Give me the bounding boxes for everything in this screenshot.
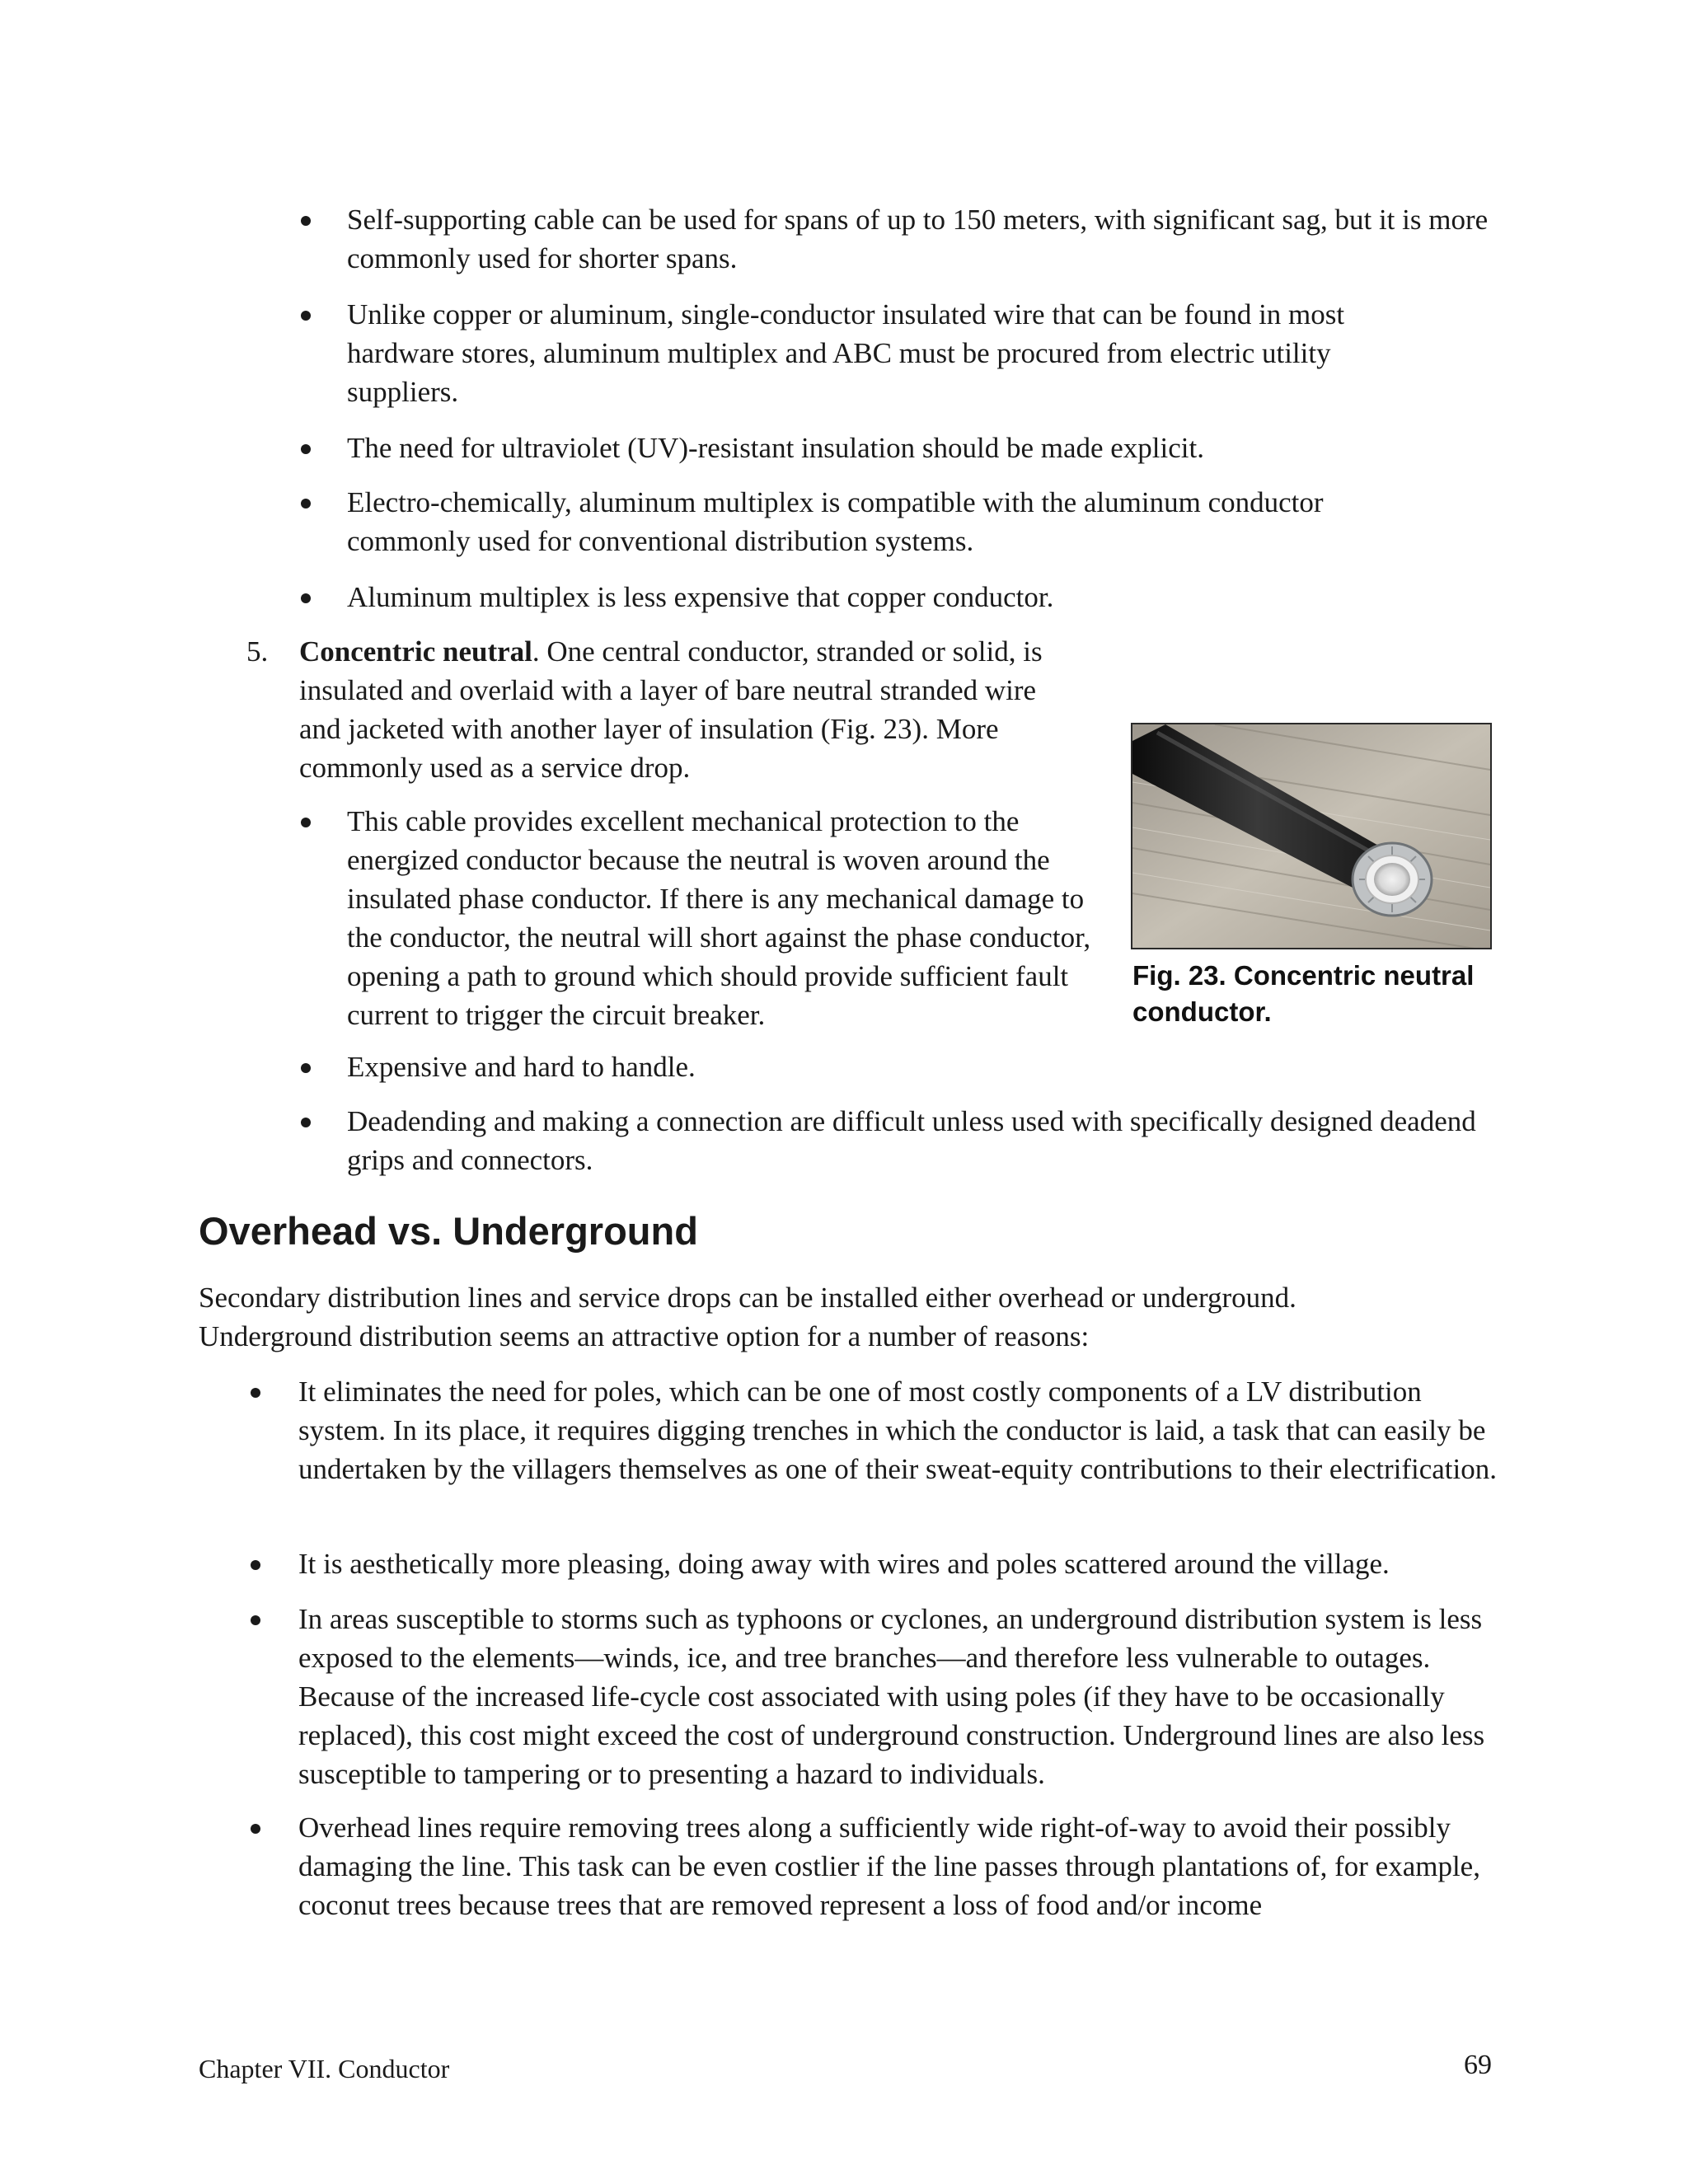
bullet-icon <box>301 216 311 226</box>
section-bullet-1: It eliminates the need for poles, which can be one of most costly components of a LV distribution system. In its place, it requires digging trenches in which the conductor is laid, a task that can easily be undertaken by the villagers themselves as one of their sweat-equity contributions to their electrification. <box>298 1376 1497 1485</box>
item5-first-line <box>299 632 1494 671</box>
item5-paragraph <box>299 632 1074 787</box>
bullet-icon <box>301 499 311 509</box>
section-heading: Overhead vs. Underground <box>199 1209 698 1253</box>
intro-bullet-3: The need for ultraviolet (UV)-resistant insulation should be made explicit. <box>347 432 1204 464</box>
section-bullet-2: It is aesthetically more pleasing, doing away with wires and poles scattered around the village. <box>298 1548 1390 1580</box>
bullet-icon <box>301 1063 311 1073</box>
bullet-icon <box>251 1388 260 1398</box>
intro-bullet-4: Electro-chemically, aluminum multiplex is compatible with the aluminum conductor commonly used for conventional distribution systems. <box>347 486 1324 557</box>
item5-bullet-2: Expensive and hard to handle. <box>347 1051 696 1083</box>
item-number: 5. <box>246 635 269 668</box>
bullet-icon <box>251 1824 260 1834</box>
item5-bullet-3: Deadending and making a connection are difficult unless used with specifically designed deadend grips and connectors. <box>347 1105 1476 1176</box>
section-intro: Secondary distribution lines and service drops can be installed either overhead or underground. Underground distribution seems an attractive option for a number of reasons: <box>199 1282 1296 1352</box>
cable-photo-illustration <box>1132 724 1490 948</box>
bullet-icon <box>301 593 311 603</box>
figure-caption: Fig. 23. Concentric neutral conductor. <box>1132 960 1475 1027</box>
bullet-icon <box>301 1118 311 1127</box>
bullet-icon <box>301 818 311 827</box>
intro-bullet-1: Self-supporting cable can be used for spans of up to 150 meters, with significant sag, but it is more commonly used for shorter spans. <box>347 204 1489 274</box>
bullet-icon <box>251 1560 260 1570</box>
bullet-icon <box>301 444 311 454</box>
bullet-icon <box>251 1615 260 1625</box>
section-bullet-4: Overhead lines require removing trees along a sufficiently wide right-of-way to avoid their possibly damaging the line. This task can be even costlier if the line passes through plantations of, for example, coconut trees because trees that are removed represent a loss of food and/or income <box>298 1811 1480 1921</box>
item5-term: Concentric neutral <box>299 635 532 668</box>
page-number: 69 <box>1464 2050 1492 2080</box>
item5-description: . One central conductor, stranded or solid, is insulated and overlaid with a layer of bare neutral stranded wire and jacketed with another layer of insulation (Fig. 23). More commonly used as a service drop. <box>299 635 1043 784</box>
section-bullet-3: In areas susceptible to storms such as typhoons or cyclones, an underground distribution system is less exposed to the elements—winds, ice, and tree branches—and therefore less vulnerable to outages. Because of the increased life-cycle cost associated with using poles (if they have to be occasionally replaced), this cost might exceed the cost of underground construction. Underground lines are also less susceptible to tampering or to presenting a hazard to individuals. <box>298 1603 1485 1790</box>
bullet-icon <box>301 311 311 321</box>
concentric-neutral-photo <box>1131 723 1492 949</box>
intro-bullet-2: Unlike copper or aluminum, single-conductor insulated wire that can be found in most hardware stores, aluminum multiplex and ABC must be procured from electric utility suppliers. <box>347 298 1345 408</box>
item5-bullet-1: This cable provides excellent mechanical protection to the energized conductor because the neutral is woven around the insulated phase conductor. If there is any mechanical damage to the conductor, the neutral will short against the phase conductor, opening a path to ground which should provide sufficient fault current to trigger the circuit breaker. <box>347 805 1091 1031</box>
footer-chapter: Chapter VII. Conductor <box>199 2054 450 2083</box>
intro-bullet-5: Aluminum multiplex is less expensive that copper conductor. <box>347 581 1054 613</box>
